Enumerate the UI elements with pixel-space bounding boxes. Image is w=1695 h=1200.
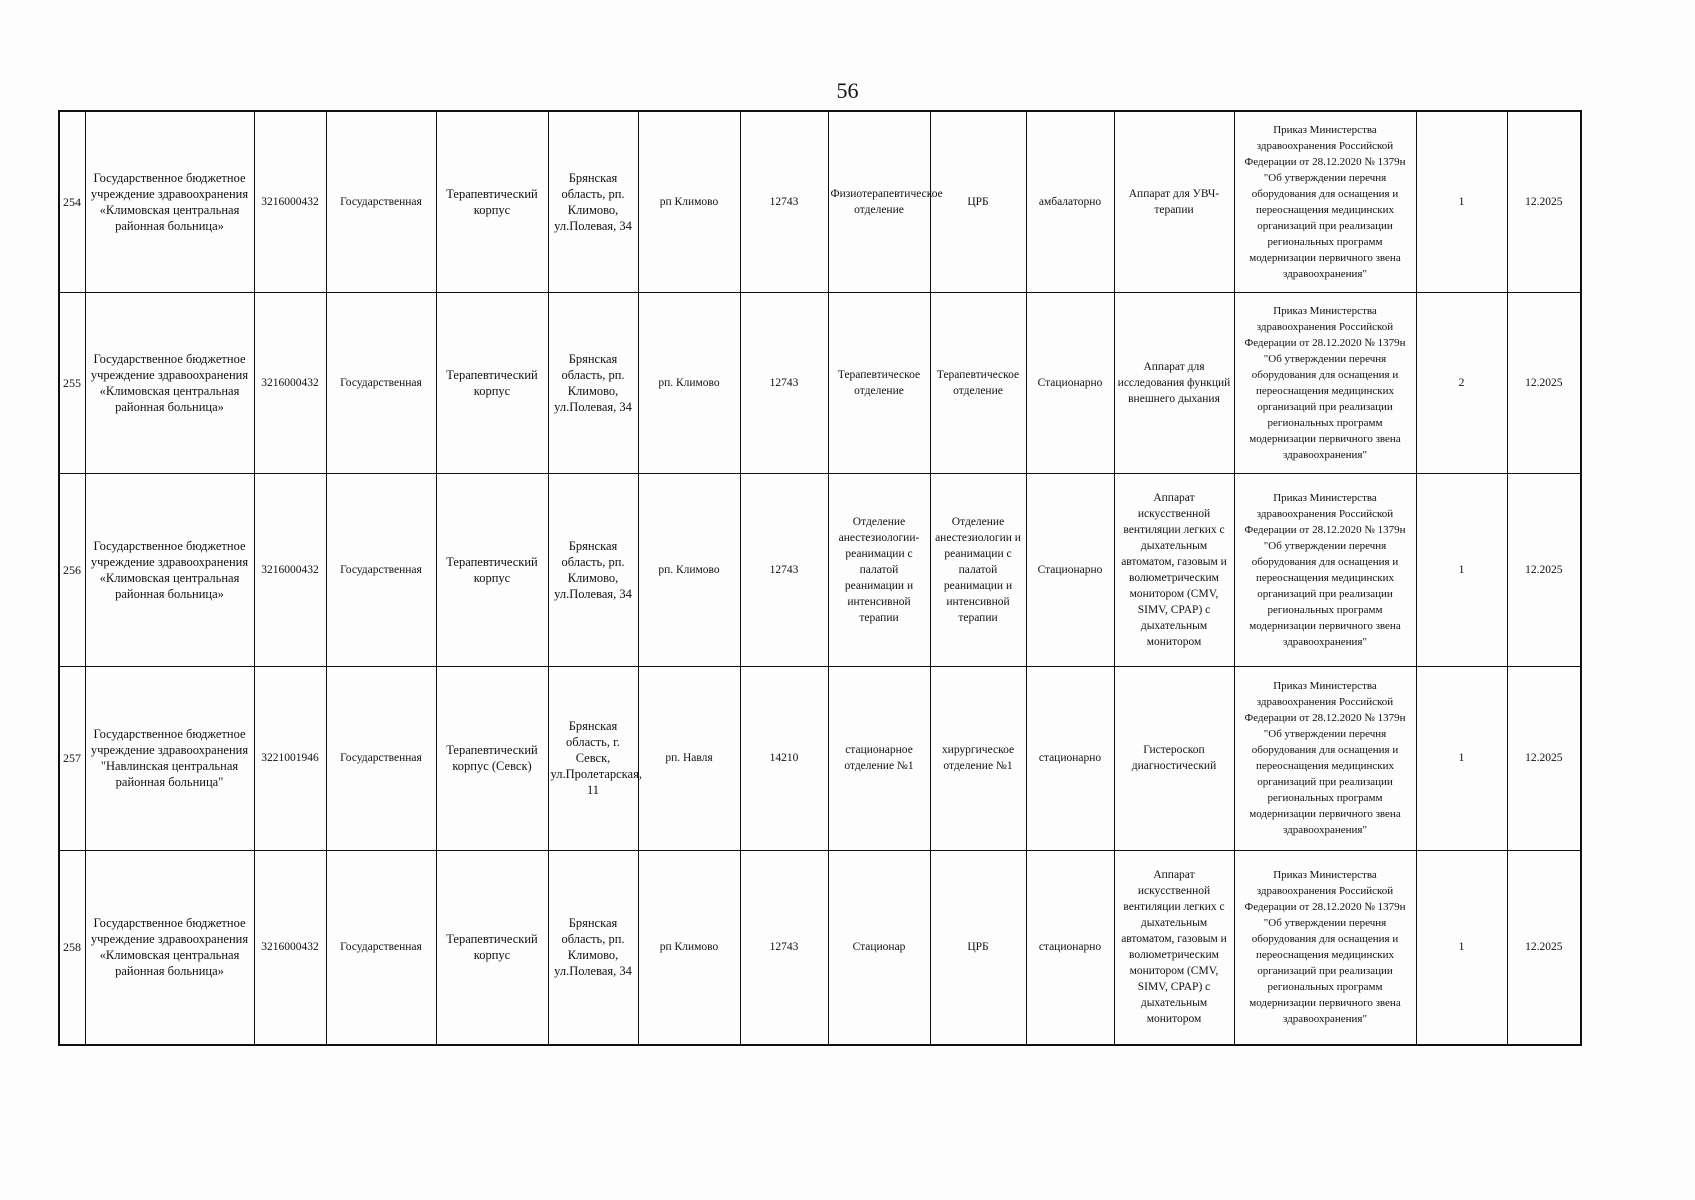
delivery-date: 12.2025 — [1507, 292, 1581, 473]
ownership-type: Государственная — [326, 111, 436, 292]
ownership-type: Государственная — [326, 473, 436, 666]
institution-name: Государственное бюджетное учреждение здравоохранения "Навлинская центральная районная больница" — [85, 666, 254, 850]
institution-name: Государственное бюджетное учреждение здравоохранения «Климовская центральная районная больница» — [85, 850, 254, 1045]
table-row — [59, 666, 1581, 850]
delivery-date: 12.2025 — [1507, 473, 1581, 666]
ownership-type: Государственная — [326, 666, 436, 850]
department: Отделение анестезиологии-реанимации с палатой реанимации и интенсивной терапии — [828, 473, 930, 666]
inn-code: 3216000432 — [254, 850, 326, 1045]
settlement-code: 12743 — [740, 473, 828, 666]
quantity: 1 — [1416, 111, 1507, 292]
inn-code: 3216000432 — [254, 473, 326, 666]
department: Физиотерапевтическое отделение — [828, 111, 930, 292]
institution-name: Государственное бюджетное учреждение здравоохранения «Климовская центральная районная больница» — [85, 292, 254, 473]
regulatory-order: Приказ Министерства здравоохранения Российской Федерации от 28.12.2020 № 1379н "Об утверждении перечня оборудования для оснащения и переоснащения медицинских организаций при реализации региональных программ модернизации первичного звена здравоохранения" — [1234, 473, 1416, 666]
row-number: 257 — [59, 666, 85, 850]
ownership-type: Государственная — [326, 850, 436, 1045]
delivery-date: 12.2025 — [1507, 111, 1581, 292]
settlement-code: 14210 — [740, 666, 828, 850]
inn-code: 3216000432 — [254, 111, 326, 292]
address: Брянская область, рп. Климово, ул.Полевая, 34 — [548, 850, 638, 1045]
row-number: 255 — [59, 292, 85, 473]
page-number: 56 — [836, 78, 859, 103]
settlement: рп. Климово — [638, 292, 740, 473]
table-row — [59, 111, 1581, 292]
equipment-name: Аппарат для УВЧ-терапии — [1114, 111, 1234, 292]
table-row — [59, 473, 1581, 666]
equipment-name: Аппарат для исследования функций внешнего дыхания — [1114, 292, 1234, 473]
regulatory-order: Приказ Министерства здравоохранения Российской Федерации от 28.12.2020 № 1379н "Об утверждении перечня оборудования для оснащения и переоснащения медицинских организаций при реализации региональных программ модернизации первичного звена здравоохранения" — [1234, 850, 1416, 1045]
ownership-type: Государственная — [326, 292, 436, 473]
equipment-name: Гистероскоп диагностический — [1114, 666, 1234, 850]
address: Брянская область, г. Севск, ул.Пролетарская, 11 — [548, 666, 638, 850]
equipment-registry-table — [58, 110, 1582, 1046]
delivery-date: 12.2025 — [1507, 666, 1581, 850]
unit: Отделение анестезиологии и реанимации с палатой реанимации и интенсивной терапии — [930, 473, 1026, 666]
row-number: 258 — [59, 850, 85, 1045]
care-form: стационарно — [1026, 850, 1114, 1045]
settlement: рп Климово — [638, 111, 740, 292]
regulatory-order: Приказ Министерства здравоохранения Российской Федерации от 28.12.2020 № 1379н "Об утверждении перечня оборудования для оснащения и переоснащения медицинских организаций при реализации региональных программ модернизации первичного звена здравоохранения" — [1234, 666, 1416, 850]
address: Брянская область, рп. Климово, ул.Полевая, 34 — [548, 473, 638, 666]
institution-name: Государственное бюджетное учреждение здравоохранения «Климовская центральная районная больница» — [85, 473, 254, 666]
row-number: 256 — [59, 473, 85, 666]
regulatory-order: Приказ Министерства здравоохранения Российской Федерации от 28.12.2020 № 1379н "Об утверждении перечня оборудования для оснащения и переоснащения медицинских организаций при реализации региональных программ модернизации первичного звена здравоохранения" — [1234, 111, 1416, 292]
equipment-name: Аппарат искусственной вентиляции легких с дыхательным автоматом, газовым и волюметрическим монитором (CMV, SIMV, CPAP) с дыхательным монитором — [1114, 473, 1234, 666]
equipment-name: Аппарат искусственной вентиляции легких с дыхательным автоматом, газовым и волюметрическим монитором (CMV, SIMV, CPAP) с дыхательным монитором — [1114, 850, 1234, 1045]
row-number: 254 — [59, 111, 85, 292]
quantity: 1 — [1416, 850, 1507, 1045]
department: стационарное отделение №1 — [828, 666, 930, 850]
unit: ЦРБ — [930, 850, 1026, 1045]
settlement-code: 12743 — [740, 292, 828, 473]
quantity: 1 — [1416, 666, 1507, 850]
building-name: Терапевтический корпус — [436, 473, 548, 666]
building-name: Терапевтический корпус — [436, 292, 548, 473]
regulatory-order: Приказ Министерства здравоохранения Российской Федерации от 28.12.2020 № 1379н "Об утверждении перечня оборудования для оснащения и переоснащения медицинских организаций при реализации региональных программ модернизации первичного звена здравоохранения" — [1234, 292, 1416, 473]
care-form: стационарно — [1026, 666, 1114, 850]
building-name: Терапевтический корпус — [436, 850, 548, 1045]
care-form: амбалаторно — [1026, 111, 1114, 292]
inn-code: 3216000432 — [254, 292, 326, 473]
address: Брянская область, рп. Климово, ул.Полевая, 34 — [548, 292, 638, 473]
quantity: 1 — [1416, 473, 1507, 666]
table-row — [59, 850, 1581, 1045]
inn-code: 3221001946 — [254, 666, 326, 850]
building-name: Терапевтический корпус — [436, 111, 548, 292]
settlement: рп. Климово — [638, 473, 740, 666]
department: Стационар — [828, 850, 930, 1045]
address: Брянская область, рп. Климово, ул.Полевая, 34 — [548, 111, 638, 292]
settlement: рп. Навля — [638, 666, 740, 850]
department: Терапевтическое отделение — [828, 292, 930, 473]
unit: Терапевтическое отделение — [930, 292, 1026, 473]
unit: хирургическое отделение №1 — [930, 666, 1026, 850]
quantity: 2 — [1416, 292, 1507, 473]
building-name: Терапевтический корпус (Севск) — [436, 666, 548, 850]
settlement-code: 12743 — [740, 111, 828, 292]
institution-name: Государственное бюджетное учреждение здравоохранения «Климовская центральная районная больница» — [85, 111, 254, 292]
settlement-code: 12743 — [740, 850, 828, 1045]
table-row — [59, 292, 1581, 473]
settlement: рп Климово — [638, 850, 740, 1045]
delivery-date: 12.2025 — [1507, 850, 1581, 1045]
care-form: Стационарно — [1026, 473, 1114, 666]
care-form: Стационарно — [1026, 292, 1114, 473]
unit: ЦРБ — [930, 111, 1026, 292]
